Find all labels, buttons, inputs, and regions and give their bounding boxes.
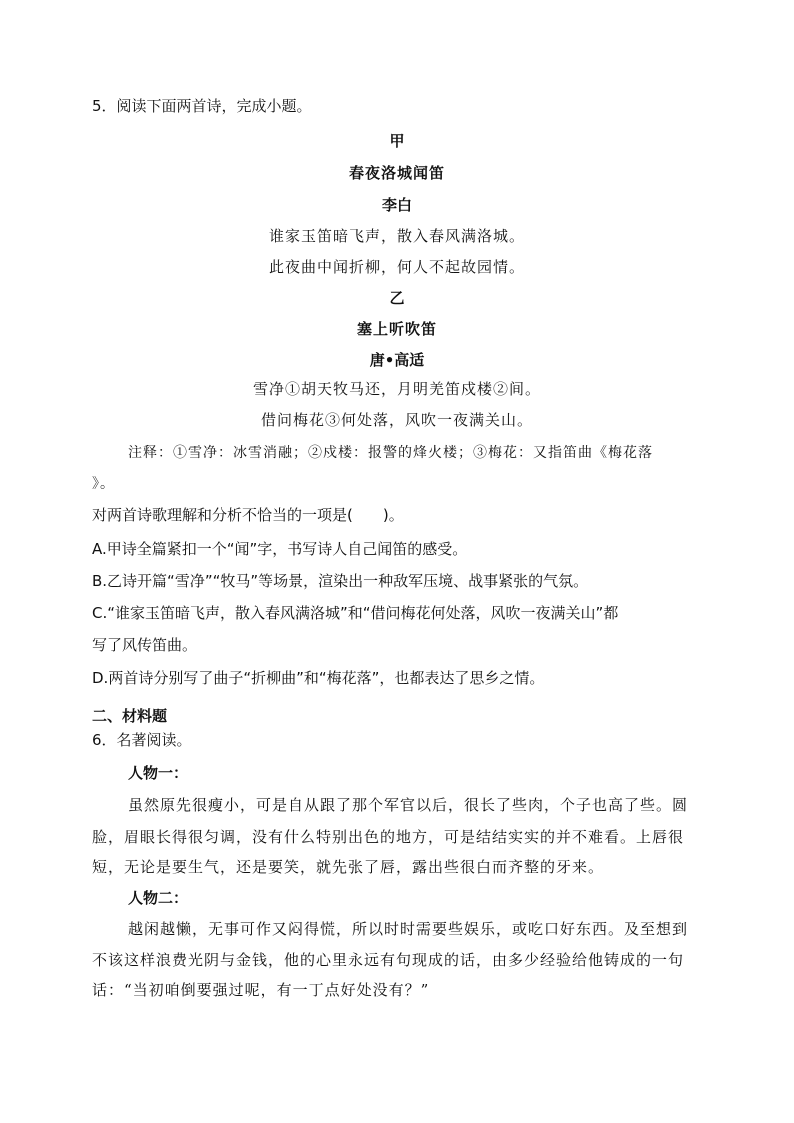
option-b: B.乙诗开篇“雪净”“牧马”等场景，渲染出一种敌军压境、战事紧张的气氛。 xyxy=(92,572,589,590)
character-2-label: 人物二： xyxy=(128,889,189,907)
poem1-line-2: 此夜曲中闻折柳，何人不起故园情。 xyxy=(268,258,525,276)
character-1-line-1: 虽然原先很瘦小，可是自从跟了那个军官以后，很长了些肉，个子也高了些。圆 xyxy=(128,796,689,814)
poem2-title: 塞上听吹笛 xyxy=(356,320,437,338)
question-stem: 对两首诗歌理解和分析不恰当的一项是( )。 xyxy=(92,506,404,524)
character-1-line-2: 脸，眉眼长得很匀调，没有什么特别出色的地方，可是结结实实的并不难看。上唇很 xyxy=(92,828,685,846)
section-heading: 二、材料题 xyxy=(92,707,168,725)
poem2-author: 唐•高适 xyxy=(369,351,425,369)
poem2-label: 乙 xyxy=(389,289,405,307)
option-a: A.甲诗全篇紧扣一个“闻”字，书写诗人自己闻笛的感受。 xyxy=(92,540,468,558)
character-2-line-2: 不该这样浪费光阴与金钱，他的心里永远有句现成的话，由多少经验给他铸成的一句 xyxy=(92,951,685,969)
character-1-line-3: 短，无论是要生气，还是要笑，就先张了唇，露出些很白而齐整的牙来。 xyxy=(92,858,605,876)
character-1-label: 人物一： xyxy=(128,764,189,782)
question-6-prompt: 6．名著阅读。 xyxy=(92,731,192,749)
option-c-line-2: 写了风传笛曲。 xyxy=(92,636,198,654)
annotation-line-1: 注释：①雪净：冰雪消融；②戍楼：报警的烽火楼；③梅花：又指笛曲《梅花落 xyxy=(128,445,653,461)
poem2-line-1: 雪净①胡天牧马还，月明羌笛戍楼②间。 xyxy=(252,380,541,398)
poem1-title: 春夜洛城闻笛 xyxy=(348,164,445,182)
poem1-author: 李白 xyxy=(381,196,412,214)
poem1-label: 甲 xyxy=(389,132,405,150)
character-2-line-3: 话：“当初咱倒要强过呢，有一丁点好处没有？” xyxy=(92,981,430,999)
option-c-line-1: C.“谁家玉笛暗飞声，散入春风满洛城”和“借问梅花何处落，风吹一夜满关山”都 xyxy=(92,604,619,622)
poem1-line-1: 谁家玉笛暗飞声，散入春风满洛城。 xyxy=(268,227,525,245)
character-2-line-1: 越闲越懒，无事可作又闷得慌，所以时时需要些娱乐，或吃口好东西。及至想到 xyxy=(128,920,689,938)
option-d: D.两首诗分别写了曲子“折柳曲”和“梅花落”，也都表达了思乡之情。 xyxy=(92,669,545,687)
question-5-prompt: 5．阅读下面两首诗，完成小题。 xyxy=(92,97,312,115)
annotation-line-2: 》。 xyxy=(92,476,115,492)
poem2-line-2: 借问梅花③何处落，风吹一夜满关山。 xyxy=(260,411,533,429)
